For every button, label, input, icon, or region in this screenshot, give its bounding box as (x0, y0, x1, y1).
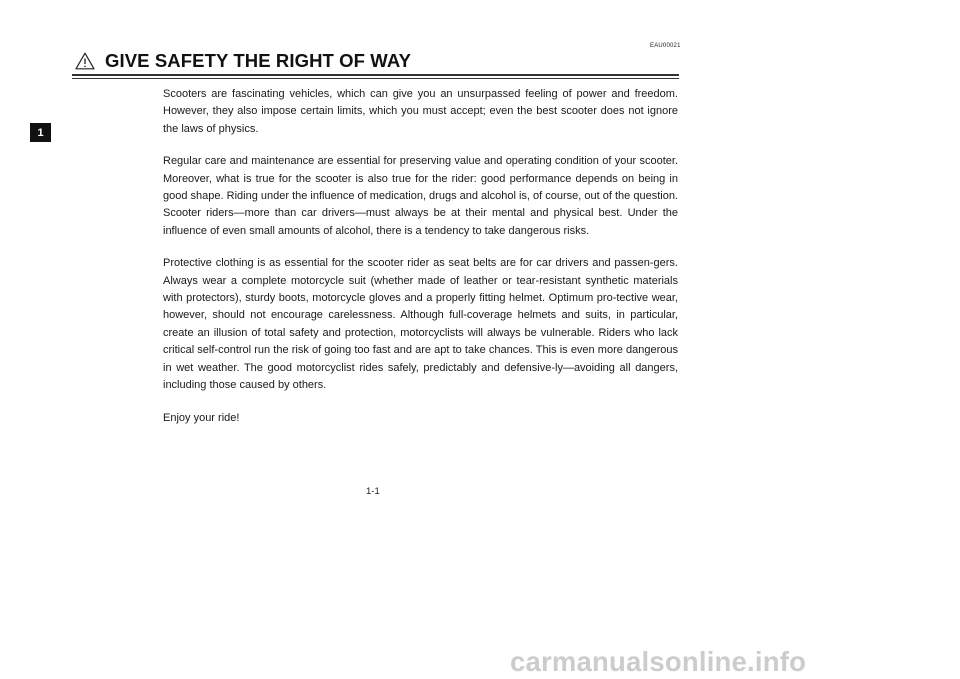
paragraph: Protective clothing is as essential for the scooter rider as seat belts are for car drivers and passen-gers. Always wear a complete motorcycle suit (whether made of leather or tear-resistant synthetic materials with protectors), sturdy boots, motorcycle gloves and a properly fitting helmet. Optimum pro-tective wear, however, should not encourage carelessness. Although full-coverage helmets and suits, in particular, create an illusion of total safety and protection, motorcyclists will always be vulnerable. Riders who lack critical self-control run the risk of going too fast and are apt to take chances. This is even more dangerous in wet weather. The good motorcyclist rides safely, predictably and defensive-ly—avoiding all dangers, including those caused by others. (163, 257, 678, 392)
page-number: 1-1 (366, 486, 380, 497)
paragraph: Enjoy your ride! (163, 411, 240, 424)
title-rule-thick (72, 74, 679, 76)
paragraph: Scooters are fascinating vehicles, which can give you an unsurpassed feeling of power and freedom. However, they also impose certain limits, which you must accept; even the best scooter does not ignore the laws of physics. (163, 88, 678, 135)
paragraph: Regular care and maintenance are essential for preserving value and operating condition of your scooter. Moreover, what is true for the scooter is also true for the rider: good performance depends on being in good shape. Riding under the influence of medication, drugs and alcohol is, of course, out of the question. Scooter riders—more than car drivers—must always be at their mental and physical best. Under the influence of even small amounts of alcohol, there is a tendency to take dangerous risks. (163, 155, 678, 237)
watermark: carmanualsonline.info (510, 646, 807, 677)
warning-triangle-icon (75, 52, 95, 70)
chapter-tab: 1 (30, 123, 51, 142)
document-code: EAU00021 (650, 43, 681, 49)
section-header (73, 50, 683, 72)
body-text (163, 86, 678, 442)
page-title: GIVE SAFETY THE RIGHT OF WAY (105, 50, 412, 71)
title-rule-thin (72, 78, 679, 79)
